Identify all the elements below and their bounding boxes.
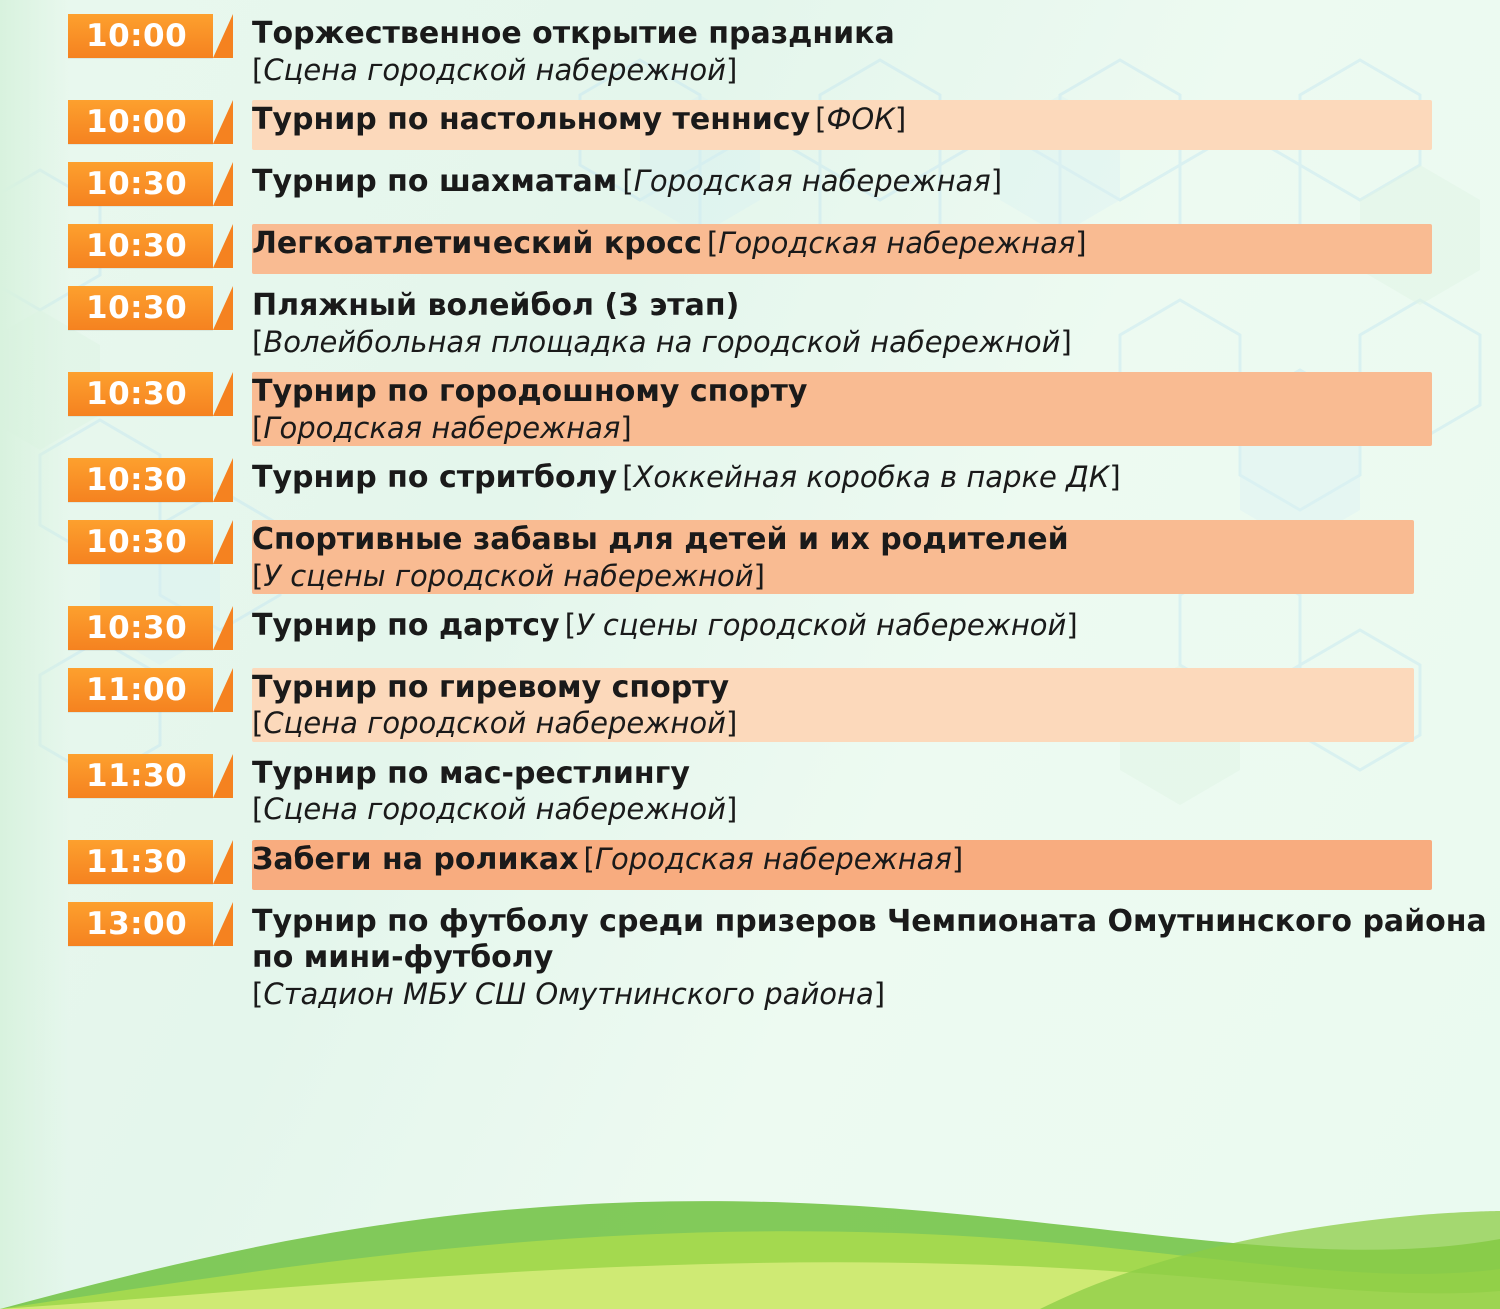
time-badge: 10:30 (68, 458, 213, 502)
bracket-open: [ (564, 607, 577, 642)
schedule-row (0, 372, 1500, 452)
event-entry (230, 754, 1500, 834)
time-badge: 10:30 (68, 224, 213, 268)
event-venue (565, 608, 1078, 642)
bracket-open: [ (252, 792, 264, 827)
bracket-open: [ (252, 706, 264, 741)
schedule-row (0, 458, 1500, 514)
event-time-cell (0, 754, 230, 798)
bracket-close: ] (990, 163, 1003, 198)
event-entry (230, 520, 1500, 600)
bracket-open: [ (252, 52, 264, 87)
time-badge: 11:00 (68, 668, 213, 712)
bracket-open: [ (252, 977, 264, 1011)
schedule-row (0, 100, 1500, 156)
event-venue-text: Городская набережная (633, 163, 991, 198)
event-time-cell (0, 14, 230, 58)
time-badge: 10:00 (68, 100, 213, 144)
event-time-cell (0, 520, 230, 564)
event-time-cell (0, 458, 230, 502)
event-venue-text: У сцены городской набережной (263, 558, 754, 593)
event-title: Торжественное открытие праздника (252, 16, 895, 51)
event-time-cell (0, 224, 230, 268)
event-venue-text: Сцена городской набережной (263, 792, 726, 827)
event-entry (230, 286, 1500, 366)
event-entry (230, 606, 1500, 651)
event-entry (230, 668, 1500, 748)
event-venue-text: Волейбольная площадка на городской набережной (263, 324, 1061, 359)
event-time-cell (0, 372, 230, 416)
event-venue-text: Сцена городской набережной (263, 52, 726, 87)
time-badge: 10:30 (68, 520, 213, 564)
time-badge: 10:30 (68, 162, 213, 206)
event-time-cell (0, 162, 230, 206)
bracket-open: [ (583, 841, 595, 876)
bracket-close: ] (725, 792, 738, 827)
event-entry (230, 14, 1500, 94)
event-entry (230, 100, 1500, 145)
event-title: Турнир по дартсу (252, 607, 560, 643)
event-venue (622, 460, 1120, 494)
bracket-close: ] (873, 977, 886, 1011)
schedule-row (0, 14, 1500, 94)
event-venue-text: Городская набережная (263, 410, 621, 445)
time-badge: 11:30 (68, 754, 213, 798)
event-venue-text: Стадион МБУ СШ Омутнинского района (263, 977, 874, 1011)
schedule-row (0, 162, 1500, 218)
event-venue-text: У сцены городской набережной (576, 607, 1067, 642)
event-venue (815, 102, 906, 136)
event-venue-text: Хоккейная коробка в парке ДК (633, 459, 1110, 494)
bracket-close: ] (753, 558, 765, 593)
event-venue-text: Городская набережная (594, 841, 952, 876)
event-entry (230, 840, 1500, 885)
schedule-row (0, 902, 1500, 1019)
bracket-close: ] (1109, 459, 1121, 494)
time-badge: 13:00 (68, 902, 213, 946)
event-venue (252, 53, 1490, 88)
time-badge: 10:30 (68, 286, 213, 330)
bracket-open: [ (815, 101, 827, 136)
event-title: Забеги на роликах (252, 841, 579, 877)
bracket-close: ] (894, 101, 907, 136)
bracket-close: ] (725, 706, 738, 741)
event-venue-text: Городская набережная (718, 225, 1076, 260)
bracket-close: ] (1060, 324, 1072, 359)
event-title: Легкоатлетический кросс (252, 225, 702, 261)
event-title: Спортивные забавы для детей и их родителей (252, 521, 1069, 557)
bracket-open: [ (706, 225, 719, 260)
time-badge: 10:30 (68, 606, 213, 650)
event-venue (252, 559, 1490, 594)
schedule-row (0, 606, 1500, 662)
schedule-row (0, 668, 1500, 748)
event-time-cell (0, 840, 230, 884)
event-venue (252, 411, 1490, 446)
event-title: Турнир по мас-рестлингу (252, 755, 690, 791)
event-title: Турнир по гиревому спорту (252, 669, 730, 705)
event-venue (584, 842, 964, 876)
bracket-close: ] (951, 841, 964, 876)
bracket-close: ] (725, 52, 738, 87)
bracket-close: ] (1075, 225, 1087, 260)
event-entry (230, 458, 1500, 503)
time-badge: 11:30 (68, 840, 213, 884)
event-time-cell (0, 668, 230, 712)
event-venue-text: ФОК (826, 101, 895, 136)
schedule-row (0, 286, 1500, 366)
bracket-open: [ (252, 410, 264, 445)
event-venue (252, 325, 1490, 360)
event-time-cell (0, 606, 230, 650)
time-badge: 10:30 (68, 372, 213, 416)
event-time-cell (0, 902, 230, 946)
event-venue (252, 792, 1490, 827)
bracket-close: ] (620, 410, 632, 445)
schedule-row (0, 520, 1500, 600)
time-badge: 10:00 (68, 14, 213, 58)
bracket-open: [ (622, 459, 634, 494)
event-title: Турнир по шахматам (252, 163, 618, 199)
event-time-cell (0, 100, 230, 144)
event-venue-text: Сцена городской набережной (263, 706, 726, 741)
bracket-open: [ (252, 558, 264, 593)
event-entry (230, 224, 1500, 269)
event-title: Турнир по настольному теннису (252, 101, 811, 137)
bracket-open: [ (252, 324, 264, 359)
event-title: Турнир по футболу среди призеров Чемпионата Омутнинского района по мини-футболу (252, 903, 1487, 976)
event-venue (252, 977, 1490, 1012)
event-entry (230, 162, 1500, 207)
bracket-open: [ (622, 163, 634, 198)
schedule-row (0, 754, 1500, 834)
event-venue (252, 706, 1490, 741)
event-entry (230, 902, 1500, 1019)
event-entry (230, 372, 1500, 452)
event-venue (622, 164, 1002, 198)
event-title: Пляжный волейбол (3 этап) (252, 287, 740, 323)
bracket-close: ] (1066, 607, 1078, 642)
event-time-cell (0, 286, 230, 330)
schedule-row (0, 840, 1500, 896)
schedule-row (0, 224, 1500, 280)
event-title: Турнир по городошному спорту (252, 373, 808, 409)
event-title: Турнир по стритболу (252, 459, 618, 495)
event-venue (707, 226, 1087, 260)
